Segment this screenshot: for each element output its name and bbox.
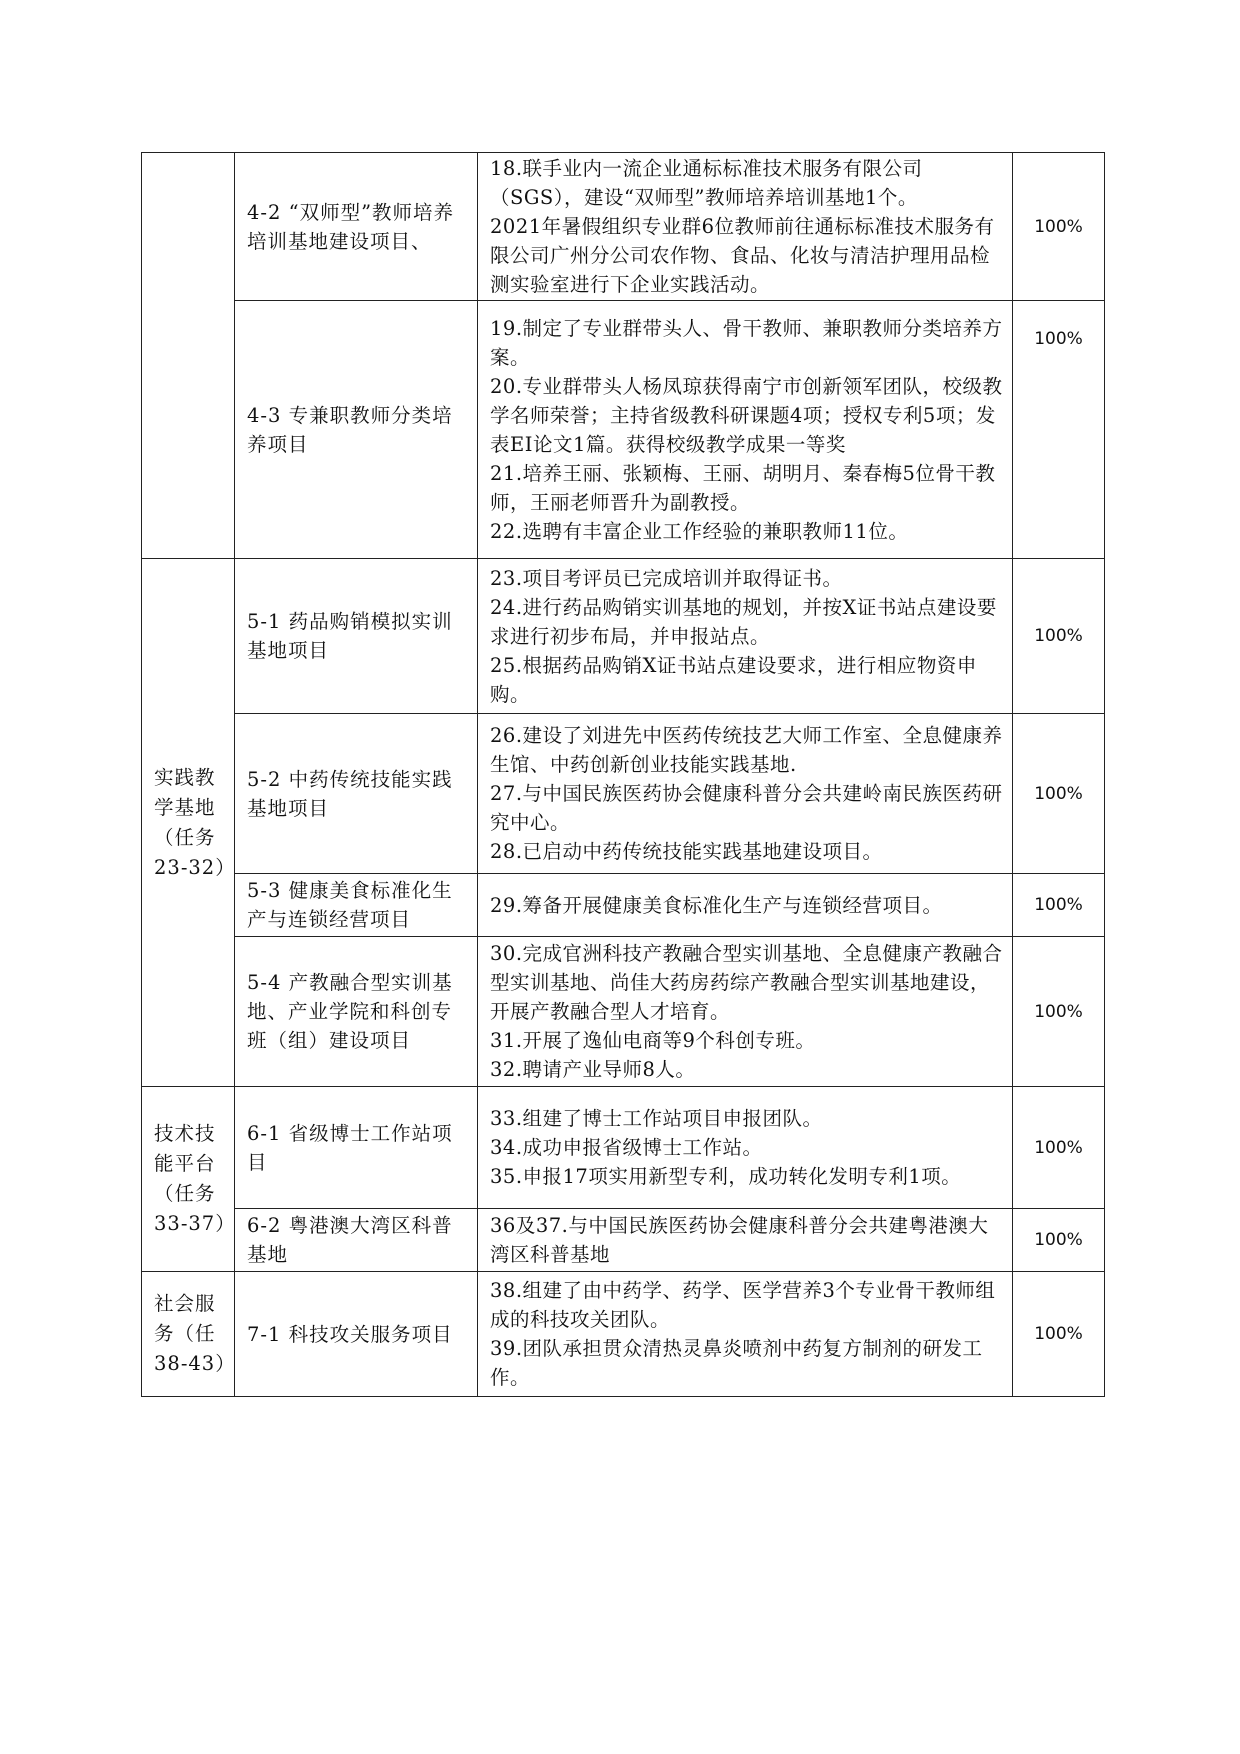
content-item: 35.申报17项实用新型专利，成功转化发明专利1项。: [490, 1165, 962, 1188]
content-item: 25.根据药品购销X证书站点建设要求，进行相应物资申购。: [490, 653, 977, 706]
project-content: [478, 1087, 1013, 1209]
content-item: 33.组建了博士工作站项目申报团队。: [490, 1107, 823, 1130]
category-cell: 实践教学基地（任务23-32）: [142, 559, 235, 1087]
project-name: 5-4 产教融合型实训基地、产业学院和科创专班（组）建设项目: [235, 937, 478, 1087]
content-item: 22.选聘有丰富企业工作经验的兼职教师11位。: [490, 519, 909, 543]
category-cell: 社会服务（任38-43）: [142, 1272, 235, 1397]
content-item: 19.制定了专业群带头人、骨干教师、兼职教师分类培养方案。: [490, 316, 1003, 369]
content-item: 18.联手业内一流企业通标标准技术服务有限公司（SGS），建设“双师型”教师培养培训基地1个。: [490, 157, 923, 209]
content-item: 2021年暑假组织专业群6位教师前往通标标准技术服务有限公司广州分公司农作物、食品、化妆与清洁护理用品检测实验室进行下企业实践活动。: [490, 215, 995, 296]
content-item: 32.聘请产业导师8人。: [490, 1058, 696, 1081]
content-item: 24.进行药品购销实训基地的规划，并按X证书站点建设要求进行初步布局，并申报站点。: [490, 595, 997, 648]
project-content: [478, 153, 1013, 301]
task-progress-table: [141, 152, 1105, 1397]
content-item: 31.开展了逸仙电商等9个科创专班。: [490, 1029, 816, 1052]
project-name: 6-1 省级博士工作站项目: [235, 1087, 478, 1209]
content-item: 20.专业群带头人杨凤琼获得南宁市创新领军团队，校级教学名师荣誉；主持省级教科研课题4项；授权专利5项；发表EI论文1篇。获得校级教学成果一等奖: [490, 374, 1003, 456]
table-row: [142, 559, 1105, 714]
completion-rate: 100%: [1013, 714, 1105, 874]
table-row: [142, 301, 1105, 559]
content-item: 23.项目考评员已完成培训并取得证书。: [490, 566, 843, 590]
project-name: 4-3 专兼职教师分类培养项目: [235, 301, 478, 559]
content-item: 30.完成官洲科技产教融合型实训基地、全息健康产教融合型实训基地、尚佳大药房药综产教融合型实训基地建设，开展产教融合型人才培育。: [490, 942, 1003, 1023]
completion-rate: 100%: [1013, 1209, 1105, 1272]
table-row: [142, 874, 1105, 937]
content-item: 26.建设了刘进先中医药传统技艺大师工作室、全息健康养生馆、中药创新创业技能实践基地.: [490, 724, 1003, 776]
content-item: 27.与中国民族医药协会健康科普分会共建岭南民族医药研究中心。: [490, 782, 1003, 834]
content-item: 28.已启动中药传统技能实践基地建设项目。: [490, 840, 883, 863]
project-name: 5-1 药品购销模拟实训基地项目: [235, 559, 478, 714]
table-row: [142, 714, 1105, 874]
table-row: [142, 1087, 1105, 1209]
project-name: 4-2 “双师型”教师培养培训基地建设项目、: [235, 153, 478, 301]
content-item: 21.培养王丽、张颖梅、王丽、胡明月、秦春梅5位骨干教师，王丽老师晋升为副教授。: [490, 461, 996, 514]
table-row: [142, 1272, 1105, 1397]
project-name: 5-3 健康美食标准化生产与连锁经营项目: [235, 874, 478, 937]
project-content: [478, 559, 1013, 714]
project-content: [478, 874, 1013, 937]
completion-rate: 100%: [1013, 153, 1105, 301]
project-content: [478, 1209, 1013, 1272]
category-cell-continued: [142, 153, 235, 559]
project-content: [478, 1272, 1013, 1397]
table-row: [142, 937, 1105, 1087]
completion-rate: 100%: [1013, 937, 1105, 1087]
content-item: 38.组建了由中药学、药学、医学营养3个专业骨干教师组成的科技攻关团队。: [490, 1279, 996, 1331]
table-row: [142, 153, 1105, 301]
project-name: 5-2 中药传统技能实践基地项目: [235, 714, 478, 874]
content-item: 29.筹备开展健康美食标准化生产与连锁经营项目。: [490, 893, 943, 917]
project-name: 6-2 粤港澳大湾区科普基地: [235, 1209, 478, 1272]
completion-rate: 100%: [1013, 1272, 1105, 1397]
content-item: 36及37.与中国民族医药协会健康科普分会共建粤港澳大湾区科普基地: [490, 1214, 989, 1266]
content-item: 34.成功申报省级博士工作站。: [490, 1136, 763, 1159]
project-name: 7-1 科技攻关服务项目: [235, 1272, 478, 1397]
completion-rate: 100%: [1013, 874, 1105, 937]
category-cell: 技术技能平台（任务33-37）: [142, 1087, 235, 1272]
completion-rate: 100%: [1013, 1087, 1105, 1209]
project-content: [478, 937, 1013, 1087]
completion-rate: 100%: [1013, 301, 1105, 559]
project-content: [478, 714, 1013, 874]
table-row: [142, 1209, 1105, 1272]
project-content: [478, 301, 1013, 559]
content-item: 39.团队承担贯众清热灵鼻炎喷剂中药复方制剂的研发工作。: [490, 1337, 983, 1389]
completion-rate: 100%: [1013, 559, 1105, 714]
